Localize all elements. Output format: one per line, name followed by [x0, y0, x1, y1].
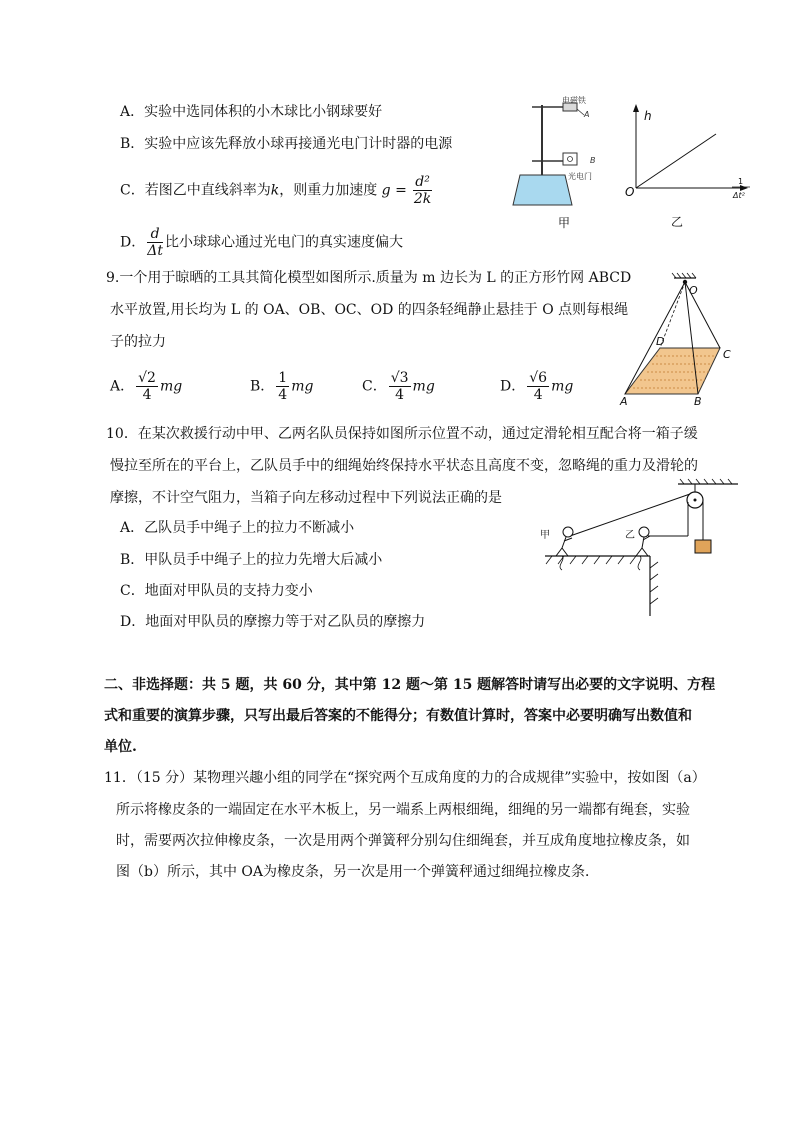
- q8-option-c-k: k: [270, 182, 280, 199]
- q9-option-a-numerator: √2: [138, 370, 156, 386]
- q9-line-1: 9.一个用于晾晒的工具其简化模型如图所示.质量为 m 边长为 L 的正方形竹网 ABCD: [106, 270, 632, 286]
- q9-option-d-tail: mg: [551, 378, 574, 395]
- q8-option-d-denominator: Δt: [147, 243, 163, 259]
- section2-line-2: 式和重要的演算步骤，只写出最后答案的不能得分；有数值计算时，答案中必要明确写出数值和: [104, 708, 692, 724]
- q8-option-c-prefix: C．若图乙中直线斜率为: [120, 182, 271, 199]
- figure-yi-axis-h: h: [644, 109, 652, 123]
- q9-option-a-denominator: 4: [142, 387, 152, 403]
- q10-option-b: B．甲队员手中绳子上的拉力先增大后减小: [120, 552, 383, 568]
- q8-option-c-g: g =: [381, 182, 407, 199]
- figure-jia-label-b: B: [590, 156, 596, 165]
- figure-yi-axis-x-numerator: 1: [738, 177, 744, 186]
- q9-option-a-fraction: [136, 370, 158, 403]
- q8-option-c-denominator: 2k: [413, 191, 432, 207]
- q10-line-2: 慢拉至所在的平台上，乙队员手中的细绳始终保持水平状态且高度不变，忽略绳的重力及滑轮的: [110, 458, 698, 474]
- figure-yi-origin: O: [625, 185, 635, 199]
- q9-option-b-tail: mg: [291, 378, 314, 395]
- q8-option-d-label: D．: [120, 234, 146, 251]
- figure-q10-label-yi: 乙: [625, 530, 635, 541]
- q9-line-2: 水平放置,用长均为 L 的 OA、OB、OC、OD 的四条轻绳静止悬挂于 O 点则每根绳: [110, 302, 629, 318]
- q9-option-b-label: B．: [250, 378, 275, 395]
- figure-q9-label-o: O: [689, 284, 698, 297]
- q9-line-3: 子的拉力: [110, 334, 166, 350]
- q8-option-d-text: 比小球球心通过光电门的真实速度偏大: [164, 234, 403, 251]
- figure-q10-label-jia: 甲: [540, 530, 550, 541]
- figure-jia-caption: 甲: [558, 216, 571, 230]
- section2-line-3: 单位.: [104, 739, 137, 755]
- q9-option-b-numerator: 1: [278, 370, 288, 386]
- q10-option-d: D．地面对甲队员的摩擦力等于对乙队员的摩擦力: [120, 614, 426, 630]
- q9-option-a: [110, 370, 182, 403]
- figure-jia-label-a: A: [584, 110, 590, 119]
- figure-q9-label-d: D: [656, 335, 665, 348]
- q8-option-a: A．实验中选同体积的小木球比小钢球要好: [120, 104, 383, 120]
- q11-line-1: 11．（15 分）某物理兴趣小组的同学在“探究两个互成角度的力的合成规律”实验中，按如图（a）: [104, 770, 706, 786]
- figure-q9-hanging-net: [620, 272, 750, 407]
- figure-yi-graph: [620, 100, 760, 235]
- q10-option-a: A．乙队员手中绳子上的拉力不断减小: [120, 520, 355, 536]
- figure-jia-label-magnet: 电磁铁: [562, 96, 586, 105]
- figure-jia-apparatus: [510, 95, 610, 230]
- figure-q10-pulley: [540, 478, 740, 618]
- q9-option-c-fraction: [389, 370, 411, 403]
- q10-line-3: 摩擦，不计空气阻力，当箱子向左移动过程中下列说法正确的是: [110, 490, 502, 506]
- q8-option-d-fraction: [147, 226, 163, 259]
- q9-option-c-tail: mg: [412, 378, 435, 395]
- figure-yi-caption: 乙: [671, 215, 684, 229]
- figure-q9-label-c: C: [723, 348, 731, 361]
- q10-option-c: C．地面对甲队员的支持力变小: [120, 583, 313, 599]
- q8-option-c: [120, 174, 434, 207]
- q9-option-c: [362, 370, 435, 403]
- q9-option-a-tail: mg: [159, 378, 183, 395]
- q8-option-d-numerator: d: [147, 226, 163, 243]
- q9-option-d-fraction: [527, 370, 549, 403]
- q9-option-a-label: A．: [110, 378, 135, 395]
- q8-option-c-fraction: [413, 174, 432, 207]
- figure-jia-label-gate: 光电门: [568, 172, 592, 181]
- q9-option-d-denominator: 4: [533, 387, 543, 403]
- q9-option-c-numerator: √3: [390, 370, 409, 386]
- figure-yi-axis-x-denominator: Δt²: [733, 191, 745, 200]
- q11-line-4: 图（b）所示，其中 OA为橡皮条，另一次是用一个弹簧秤通过细绳拉橡皮条．: [116, 864, 599, 880]
- section2-line-1: 二、非选择题：共 5 题，共 60 分，其中第 12 题～第 15 题解答时请写出必要的文字说明、方程: [104, 677, 716, 693]
- q9-option-c-label: C．: [362, 378, 387, 395]
- q9-option-d-numerator: √6: [529, 370, 548, 386]
- q9-option-d-label: D．: [500, 378, 526, 395]
- figure-q9-label-a: A: [620, 395, 628, 408]
- q9-option-c-denominator: 4: [395, 387, 405, 403]
- q9-option-b: [250, 370, 313, 403]
- figure-q9-label-b: B: [694, 395, 702, 408]
- q9-option-d: [500, 370, 573, 403]
- q9-option-b-fraction: [276, 370, 289, 403]
- q8-option-d: [120, 226, 403, 259]
- q11-line-3: 时，需要两次拉伸橡皮条，一次是用两个弹簧秤分别勾住细绳套，并互成角度地拉橡皮条，如: [116, 833, 690, 849]
- q9-option-b-denominator: 4: [278, 387, 288, 403]
- q10-line-1: 10．在某次救援行动中甲、乙两名队员保持如图所示位置不动，通过定滑轮相互配合将一箱子缓: [106, 426, 698, 442]
- q8-option-c-numerator: d²: [415, 174, 430, 190]
- q11-line-2: 所示将橡皮条的一端固定在水平木板上，另一端系上两根细绳，细绳的另一端都有绳套，实验: [116, 802, 690, 818]
- q8-option-c-mid: ，则重力加速度: [279, 182, 378, 199]
- q8-option-b: B．实验中应该先释放小球再接通光电门计时器的电源: [120, 136, 453, 152]
